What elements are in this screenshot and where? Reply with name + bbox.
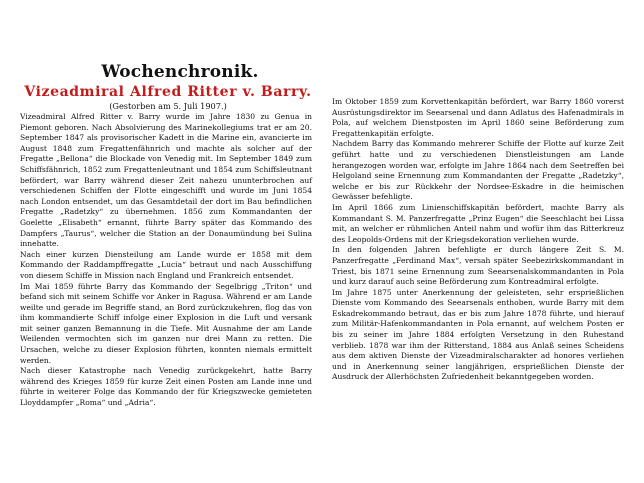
right-paragraph: Im Jahre 1875 unter Anerkennung der geleisteten, sehr ersprießlichen Dienste vom Kommando des Seearsenals enthoben, wurde Barry mit dem Eskadrekommando betraut, das er bis zum Jahre 1878 führte, und hierauf zum Militär-Hafenkommandanten in Pola ernannt, auf welchem Posten er bis zu seiner im Jahre 1884 erfolgten Versetzung in den Ruhestand verblieb. 1878 war ihm der Ritterstand, 1884 aus Anlaß seines Scheidens aus dem aktiven Dienste der Vizeadmiralscharakter ad honores verliehen und in Anerkennung seiner langjährigen, ersprießlichen Dienste der Ausdruck der Allerhöchsten Zufriedenheit bekanntgegeben worden. bbox=[332, 287, 624, 382]
right-column bbox=[332, 97, 624, 383]
article-headline: Vizeadmiral Alfred Ritter v. Barry. bbox=[24, 84, 312, 100]
left-paragraph: Vizeadmiral Alfred Ritter v. Barry wurde im Jahre 1830 zu Genua in Piemont geboren. Nach Absolvierung des Marinekollegiums trat er am 20. September 1847 als provisorischer Kadett in die Marine ein, avancierte im August 1848 zum Fregattenfähnrich und machte als solcher auf der Fregatte „Bellona“ die Blockade von Venedig mit. Im September 1849 zum Schiffsfähnrich, 1852 zum Fregattenleutnant und 1854 zum Schiffsleutnant befördert, war Barry während dieser Zeit nahezu ununterbrochen auf verschiedenen Schiffen der Flotte eingeschifft und wurde im Juni 1854 nach London entsendet, um das Gesamtdetail der dort im Bau befindlichen Fregatte „Radetzky“ zu übernehmen. 1856 zum Kommandanten der Goelette „Elisabeth“ ernannt, führte Barry später das Kommando des Dampfers „Taurus“, welcher die Station an der Donaumündung bei Sulina innehatte. bbox=[20, 112, 312, 249]
right-paragraph: Nachdem Barry das Kommando mehrerer Schiffe der Flotte auf kurze Zeit geführt hatte und zu verschiedenen Dienstleistungen am Lande herangezogen worden war, erfolgte im Jahre 1864 nach dem Seetreffen bei Helgoland seine Ernennung zum Kommandanten der Fregatte „Radetzky“, welche er bis zur Rückkehr der Nordsee-Eskadre in die heimischen Gewässer befehligte. bbox=[332, 139, 624, 202]
right-paragraph: Im Oktober 1859 zum Korvettenkapitän befördert, war Barry 1860 vorerst Ausrüstungsdirektor im Seearsenal und dann Adlatus des Hafenadmirals in Pola, auf welchem Dienstposten im April 1860 seine Beförderung zum Fregattenkapitän erfolgte. bbox=[332, 97, 624, 138]
article-subheadline: (Gestorben am 5. Juli 1907.) bbox=[109, 101, 227, 111]
section-rubric: Wochenchronik. bbox=[101, 62, 259, 82]
right-paragraph: Im April 1866 zum Linienschiffskapitän befördert, machte Barry als Kommandant S. M. Panzerfregatte „Prinz Eugen“ die Seeschlacht bei Lissa mit, an welcher er rühmlichen Anteil nahm und wofür ihm das Ritterkreuz des Leopolds-Ordens mit der Kriegsdekoration verliehen wurde. bbox=[332, 202, 624, 244]
left-column bbox=[20, 112, 312, 409]
left-paragraph: Im Mai 1859 führte Barry das Kommando der Segelbrigg „Triton“ und befand sich mit seinem Schiffe vor Anker in Ragusa. Während er am Lande weilte und gerade im Begriffe stand, an Bord zurückzukehren, flog das von ihm kommandierte Schiff infolge einer Explosion in die Luft und versank mit seiner ganzen Bemannung in die Tiefe. Mit Ausnahme der am Lande Weilenden vermochten sich im ganzen nur drei Mann zu retten. Die Ursachen, welche zu dieser Explosion führten, konnten niemals ermittelt werden. bbox=[20, 281, 312, 365]
left-paragraph: Nach dieser Katastrophe nach Venedig zurückgekehrt, hatte Barry während des Krieges 1859 für kurze Zeit einen Posten am Lande inne und führte in weiterer Folge das Kommando der für Kriegszwecke gemieteten Lloyddampfer „Roma“ und „Adria“. bbox=[20, 366, 312, 408]
right-paragraph: In den folgenden Jahren befehligte er durch längere Zeit S. M. Panzerfregatte „Ferdinand Max“, versah später Seebezirkskommandant in Triest, bis 1871 seine Ernennung zum Seearsenalskommandanten in Pola und kurz darauf auch seine Beförderung zum Kontreadmiral erfolgte. bbox=[332, 245, 624, 287]
left-paragraph: Nach einer kurzen Diensteilung am Lande wurde er 1858 mit dem Kommando der Raddampffregatte „Lucia“ betraut und nach Ausschiffung von diesem Schiffe in Mission nach England und Frankreich entsendet. bbox=[20, 249, 312, 280]
